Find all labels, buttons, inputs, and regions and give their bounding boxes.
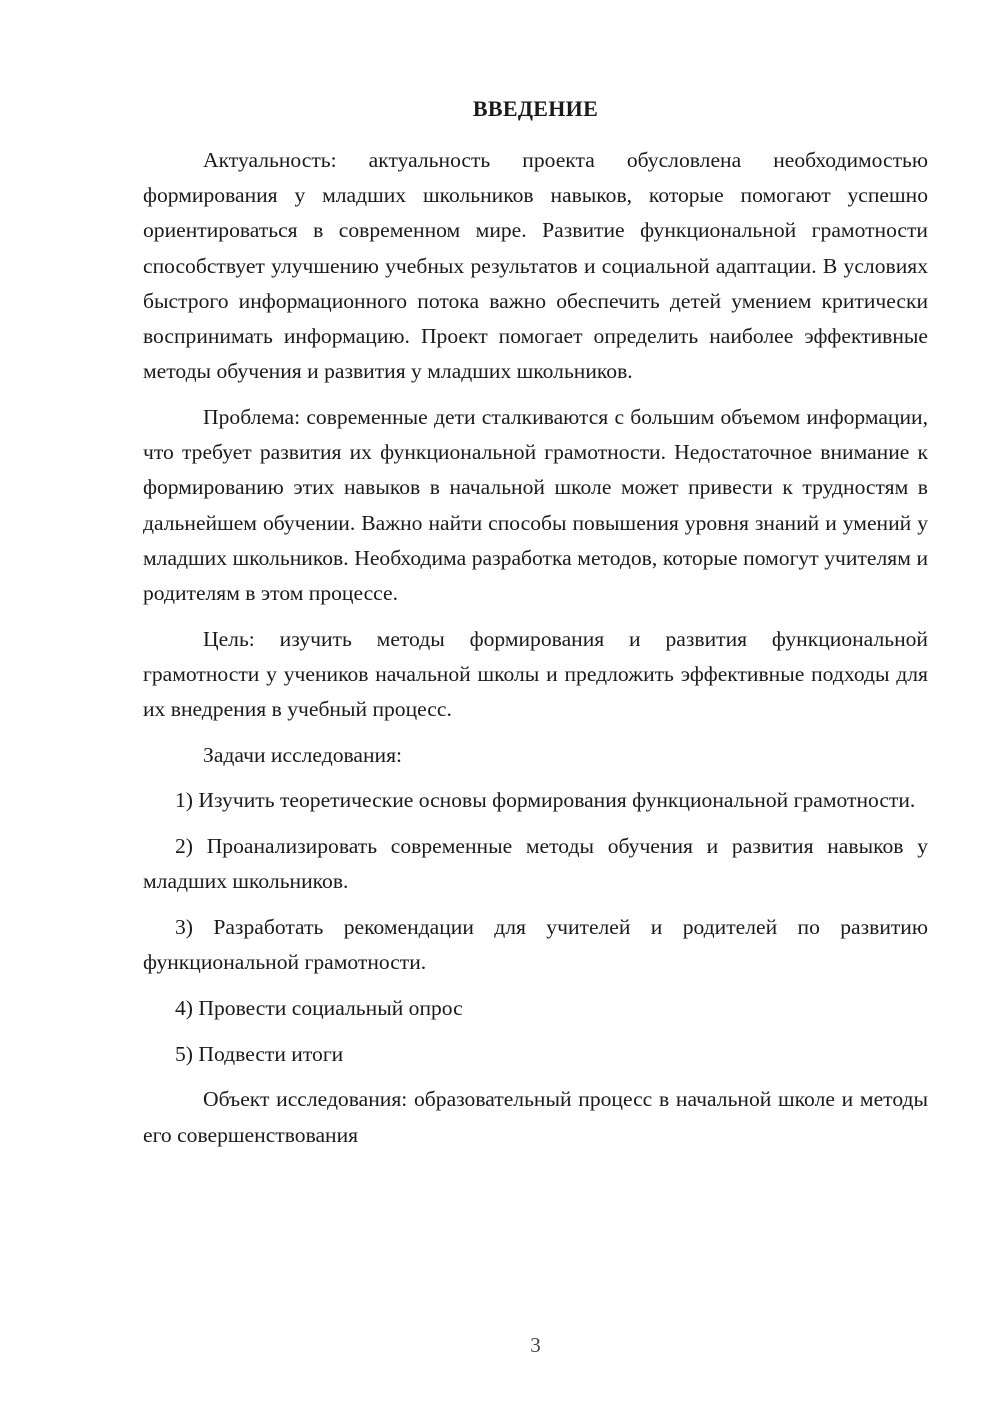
- page-number: 3: [530, 1333, 541, 1357]
- list-item-task-2: 2) Проанализировать современные методы обучения и развития навыков у младших школьников.: [143, 834, 928, 894]
- paragraph-relevance: Актуальность: актуальность проекта обусловлена необходимостью формирования у младших школьников навыков, которые помогают успешно ориентироваться в современном мире. Развитие функциональной грамотности способствует улучшению учебных результатов и социальной адаптации. В условиях быстрого информационного потока важно обеспечить детей умением критически воспринимать информацию. Проект помогает определить наиболее эффективные методы обучения и развития у младших школьников.: [143, 148, 928, 384]
- paragraph-object: Объект исследования: образовательный процесс в начальной школе и методы его совершенствования: [143, 1087, 928, 1147]
- paragraph-problem: Проблема: современные дети сталкиваются с большим объемом информации, что требует развития их функциональной грамотности. Недостаточное внимание к формированию этих навыков в начальной школе может привести к трудностям в дальнейшем обучении. Важно найти способы повышения уровня знаний и умений у младших школьников. Необходима разработка методов, которые помогут учителям и родителям в этом процессе.: [143, 404, 928, 605]
- document-body: [143, 143, 928, 1163]
- page-title: ВВЕДЕНИЕ: [472, 96, 599, 121]
- paragraph-tasks-heading: Задачи исследования:: [203, 742, 403, 767]
- list-item-task-5: 5) Подвести итоги: [175, 1041, 344, 1066]
- list-item-task-4: 4) Провести социальный опрос: [175, 995, 463, 1020]
- document-page: [143, 0, 928, 1414]
- list-item-task-1: 1) Изучить теоретические основы формирования функциональной грамотности.: [175, 788, 916, 813]
- list-item-task-3: 3) Разработать рекомендации для учителей и родителей по развитию функциональной грамотности.: [143, 915, 928, 975]
- paragraph-goal: Цель: изучить методы формирования и развития функциональной грамотности у учеников начальной школы и предложить эффективные подходы для их внедрения в учебный процесс.: [143, 626, 928, 722]
